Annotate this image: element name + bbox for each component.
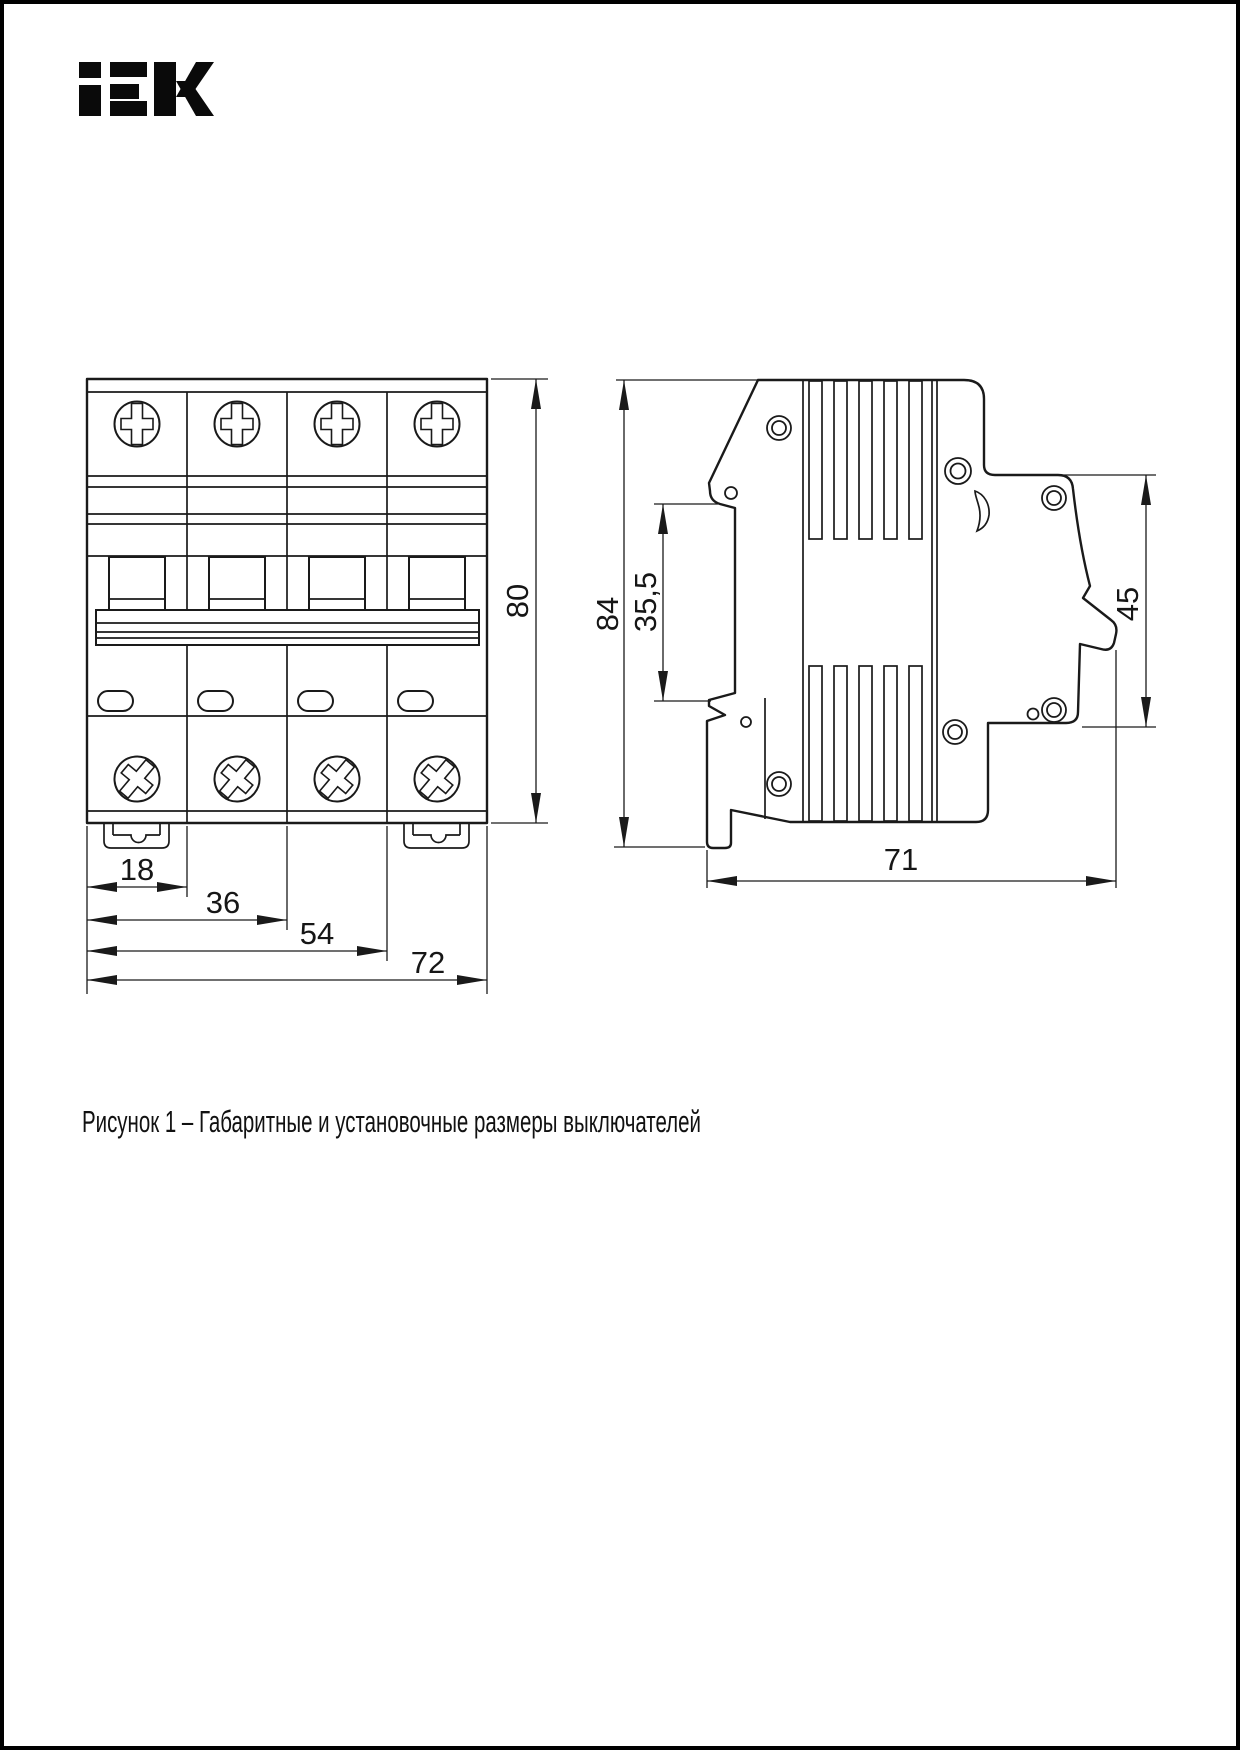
dimension-din-seat-35-5 — [628, 504, 718, 701]
dim-label-84: 84 — [590, 596, 625, 632]
dimension-front-45 — [1060, 475, 1156, 727]
dim-label-36: 36 — [205, 885, 241, 920]
side-view-details — [725, 380, 1066, 822]
logo-i-stem — [79, 85, 101, 116]
dimension-widths — [87, 826, 487, 994]
dim-label-18: 18 — [119, 852, 155, 887]
logo-e-bottom — [110, 101, 147, 116]
dimension-depth-71 — [707, 650, 1116, 888]
screw-icon — [305, 747, 368, 810]
logo-e-top — [110, 62, 147, 77]
logo-i-dot — [79, 62, 101, 78]
figure-caption: Рисунок 1 – Габаритные и установочные размеры выключателей — [82, 1104, 701, 1139]
side-view-drawing — [590, 380, 1156, 888]
dim-label-35-5: 35,5 — [628, 571, 663, 633]
rivets — [725, 416, 1066, 796]
dim-label-80: 80 — [500, 583, 535, 619]
logo-e-mid — [110, 84, 139, 99]
screw-icon — [205, 747, 268, 810]
dim-label-54: 54 — [299, 916, 335, 951]
indicator-windows — [98, 691, 433, 711]
screw-icon — [315, 402, 360, 447]
iek-logo — [79, 62, 214, 116]
screw-icon — [415, 402, 460, 447]
front-view-drawing — [87, 379, 548, 994]
dim-label-71: 71 — [883, 842, 919, 877]
dim-label-72: 72 — [410, 945, 446, 980]
screw-icon — [105, 747, 168, 810]
dim-label-45: 45 — [1110, 586, 1145, 622]
dimension-height-80 — [491, 379, 548, 823]
screw-icon — [215, 402, 260, 447]
logo-k-stem — [154, 62, 176, 116]
screw-icon — [115, 402, 160, 447]
vent-slots-bottom — [809, 666, 922, 821]
vent-slots-top — [809, 381, 922, 539]
technical-drawing — [4, 4, 1236, 1746]
kidney-slot — [975, 491, 989, 531]
screw-icon — [405, 747, 468, 810]
toggle-tie-bar — [96, 610, 479, 645]
